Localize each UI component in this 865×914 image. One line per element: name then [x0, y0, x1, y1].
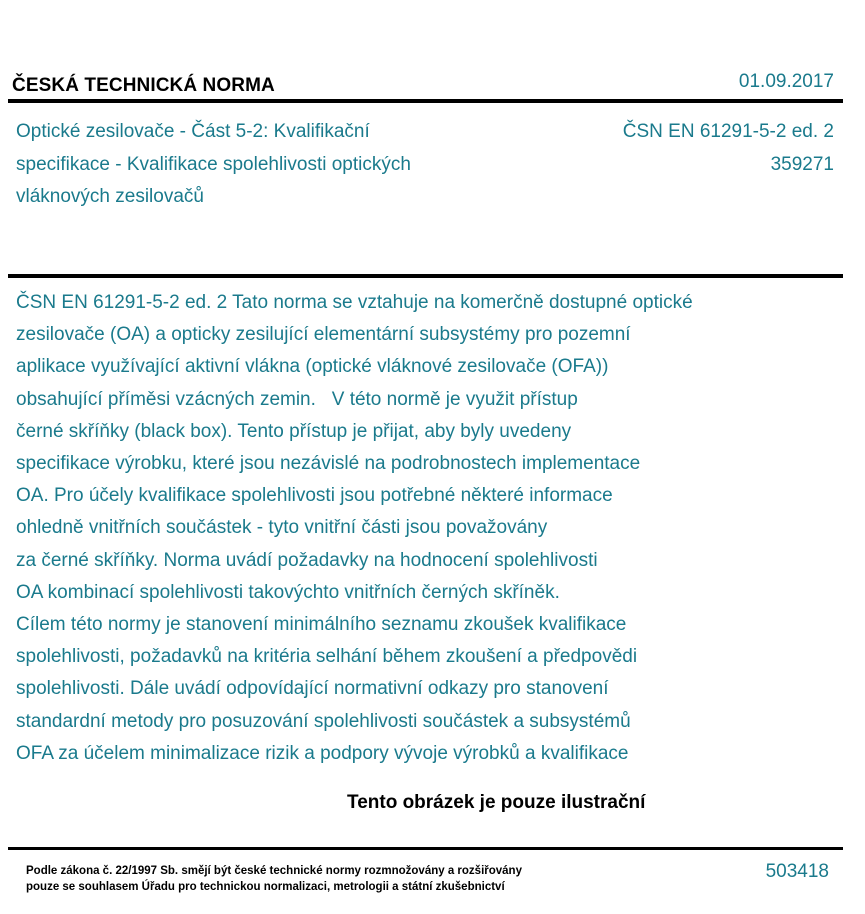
abstract-line: Cílem této normy je stanovení minimálního seznamu zkoušek kvalifikace	[16, 614, 627, 636]
abstract-line: OA. Pro účely kvalifikace spolehlivosti jsou potřebné některé informace	[16, 485, 613, 507]
legal-notice	[26, 864, 522, 895]
illustrative-note: Tento obrázek je pouze ilustrační	[347, 792, 646, 813]
publication-date: 01.09.2017	[738, 71, 834, 92]
bottom-divider	[8, 847, 843, 850]
abstract-line: standardní metody pro posuzování spolehlivosti součástek a subsystémů	[16, 710, 631, 732]
abstract-line: spolehlivosti. Dále uvádí odpovídající normativní odkazy pro stanovení	[16, 678, 609, 700]
standard-identifier	[623, 116, 834, 181]
abstract-line: OA kombinací spolehlivosti takovýchto vnitřních černých skříněk.	[16, 581, 560, 603]
abstract-line: specifikace výrobku, které jsou nezávislé na podrobnostech implementace	[16, 453, 641, 475]
document-id: 503418	[765, 861, 829, 882]
standard-code: ČSN EN 61291-5-2 ed. 2	[622, 121, 834, 142]
abstract-line: za černé skříňky. Norma uvádí požadavky na hodnocení spolehlivosti	[16, 549, 598, 571]
abstract-line: spolehlivosti, požadavků na kritéria selhání během zkoušení a předpovědi	[16, 646, 638, 668]
middle-divider	[8, 274, 843, 278]
abstract-line: obsahující příměsi vzácných zemin. V této normě je využit přístup	[16, 388, 578, 410]
abstract-line: ohledně vnitřních součástek - tyto vnitřní části jsou považovány	[16, 517, 548, 539]
standard-title-line: vláknových zesilovačů	[16, 186, 204, 207]
abstract-line: aplikace využívající aktivní vlákna (optické vláknové zesilovače (OFA))	[16, 356, 609, 378]
abstract-line: ČSN EN 61291-5-2 ed. 2 Tato norma se vztahuje na komerčně dostupné optické	[16, 292, 693, 313]
abstract-line: OFA za účelem minimalizace rizik a podpory vývoje výrobků a kvalifikace	[16, 742, 629, 764]
standard-title-line: specifikace - Kvalifikace spolehlivosti optických	[16, 153, 411, 175]
class-number: 359271	[770, 153, 834, 175]
legal-notice-line: Podle zákona č. 22/1997 Sb. smějí být české technické normy rozmnožovány a rozšiřovány	[26, 865, 522, 877]
standard-title-line: Optické zesilovače - Část 5-2: Kvalifikační	[16, 121, 370, 142]
legal-notice-line: pouze se souhlasem Úřadu pro technickou normalizaci, metrologii a státní zkušebnictví	[26, 880, 505, 893]
abstract-line: černé skříňky (black box). Tento přístup je přijat, aby byly uvedeny	[16, 420, 572, 442]
standard-title	[16, 116, 516, 214]
abstract-text	[16, 287, 796, 770]
top-divider	[8, 99, 843, 103]
document-header-title: ČESKÁ TECHNICKÁ NORMA	[12, 75, 275, 96]
abstract-line: zesilovače (OA) a opticky zesilující elementární subsystémy pro pozemní	[16, 324, 631, 346]
